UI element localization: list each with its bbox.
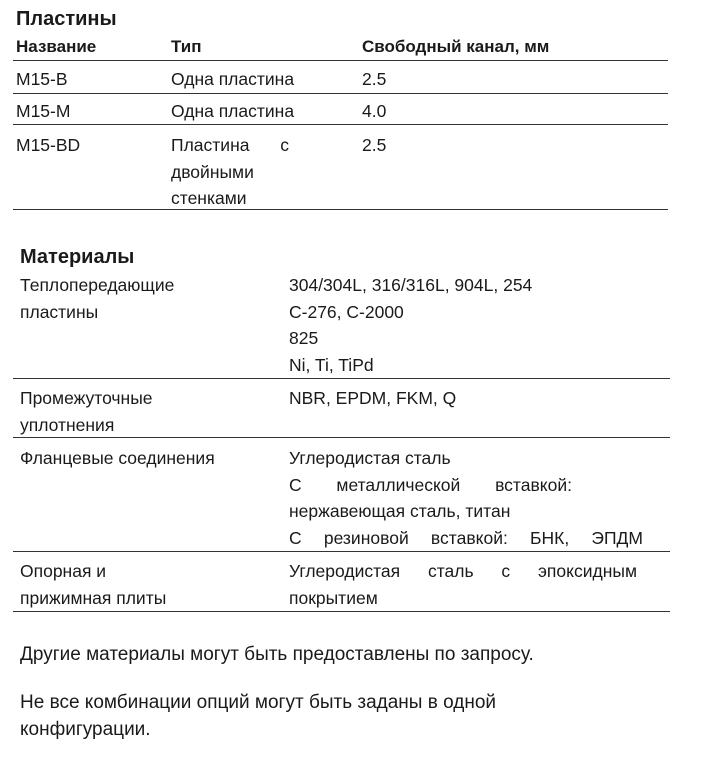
plates-title: Пластины [16, 8, 117, 30]
row-divider [13, 611, 670, 612]
label-line: уплотнения [20, 414, 115, 435]
value-line: Углеродистая сталь [289, 448, 451, 468]
material-value [289, 385, 456, 412]
plate-name: M15-M [16, 101, 71, 121]
value-line: C-276, C-2000 [289, 301, 404, 322]
type-line: стенками [171, 188, 247, 208]
value-line: С металлической вставкой: [289, 474, 572, 495]
header-name: Название [16, 37, 97, 56]
material-label [20, 445, 215, 472]
label-line: пластины [20, 301, 99, 322]
label-line: Промежуточные [20, 388, 153, 408]
label-line: прижимная плиты [20, 587, 167, 608]
plate-type: Одна пластина [171, 69, 295, 89]
plate-type-multiline [171, 132, 289, 212]
value-line: Ni, Ti, TiPd [289, 354, 374, 375]
material-label [20, 558, 166, 611]
note-line: конфигурации. [20, 719, 151, 740]
row-divider [13, 93, 668, 94]
plate-type: Одна пластина [171, 101, 295, 121]
plate-channel: 4.0 [362, 101, 387, 121]
material-value [289, 272, 532, 378]
type-line: Пластина с [171, 135, 289, 155]
value-line: Углеродистая сталь с эпоксидным [289, 561, 637, 581]
note-other-materials: Другие материалы могут быть предоставлены по запросу. [20, 644, 534, 665]
row-divider [13, 378, 670, 379]
material-label [20, 385, 153, 438]
value-line: NBR, EPDM, FKM, Q [289, 388, 457, 408]
material-value [289, 445, 643, 551]
material-label [20, 272, 174, 325]
row-divider [13, 124, 668, 125]
materials-title: Материалы [20, 246, 135, 268]
type-line: двойными [171, 161, 254, 182]
plates-header-divider [13, 60, 668, 61]
row-divider [13, 437, 670, 438]
row-divider [13, 209, 668, 210]
header-type: Тип [171, 37, 202, 56]
plate-channel: 2.5 [362, 135, 387, 155]
row-divider [13, 551, 670, 552]
plate-name: M15-BD [16, 135, 81, 155]
value-line: С резиновой вставкой: БНК, ЭПДМ [289, 527, 643, 548]
value-line: 825 [289, 328, 319, 348]
plate-name: M15-B [16, 69, 68, 89]
label-line: Опорная и [20, 561, 107, 581]
value-line: покрытием [289, 587, 378, 608]
value-line: 304/304L, 316/316L, 904L, 254 [289, 275, 533, 295]
material-value [289, 558, 637, 611]
note-line: Не все комбинации опций могут быть заданы в одной [20, 692, 497, 713]
value-line: нержавеющая сталь, титан [289, 501, 511, 521]
label-line: Фланцевые соединения [20, 448, 215, 468]
note-configuration [20, 689, 496, 743]
plate-channel: 2.5 [362, 69, 387, 89]
label-line: Теплопередающие [20, 275, 175, 295]
header-channel: Свободный канал, мм [362, 37, 550, 56]
